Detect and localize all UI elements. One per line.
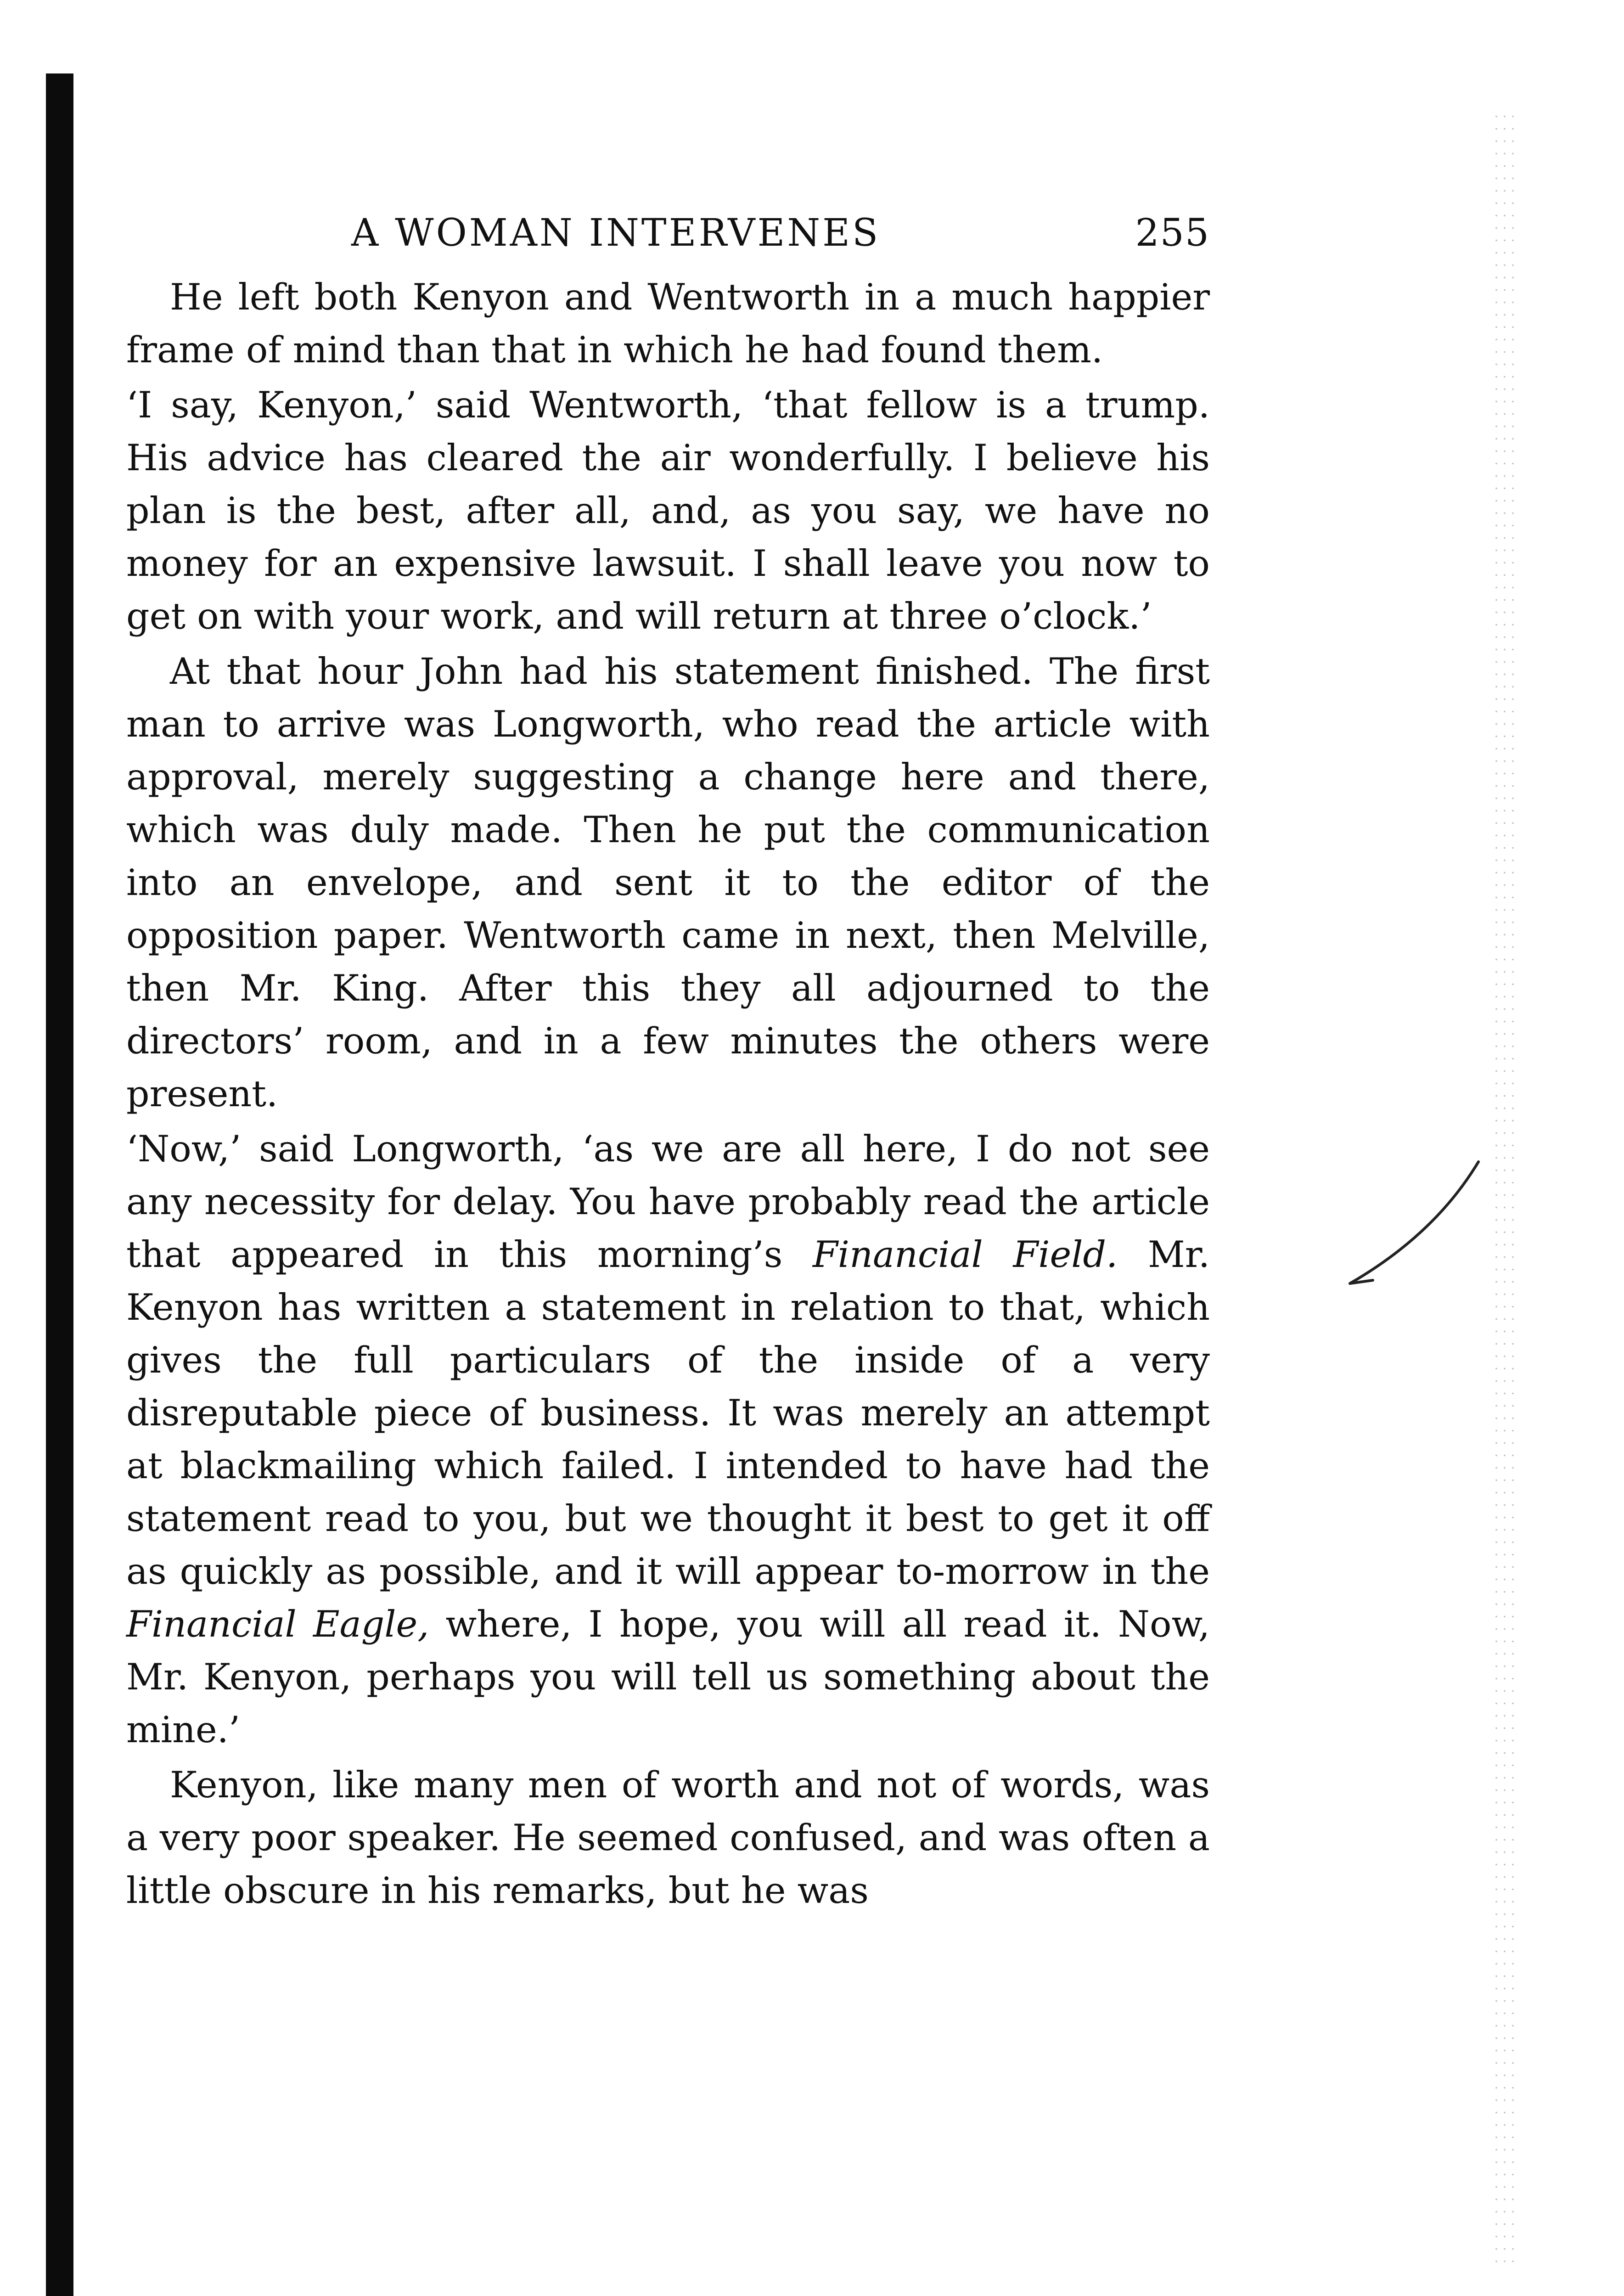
pencil-mark (1341, 1157, 1497, 1295)
running-header (126, 202, 1210, 271)
paragraph-4-part-3: where, I hope, you will all read it. Now, Mr. Kenyon, perhaps you will tell us something about the mine.’ (126, 1603, 1210, 1751)
paragraph-4-part-1: ‘Now,’ said Longworth, ‘as we are all here, I do not see any necessity for delay. You have probably read the article that appeared in this morning’s (126, 1128, 1210, 1276)
paragraph-5: Kenyon, like many men of worth and not of words, was a very poor speaker. He seemed confused, and was often a little obscure in his remarks, but he was (126, 1764, 1210, 1912)
paragraph-2: ‘I say, Kenyon,’ said Wentworth, ‘that fellow is a trump. His advice has cleared the air wonderfully. I believe his plan is the best, after all, and, as you say, we have no money for an expensive lawsuit. I shall leave you now to get on with your work, and will return at three o’clock.’ (126, 384, 1210, 637)
paragraph-1: He left both Kenyon and Wentworth in a much happier frame of mind than that in which he had found them. (126, 276, 1210, 371)
page-number: 255 (1135, 211, 1210, 255)
paragraph-4-italic-2: Financial Eagle, (126, 1603, 429, 1645)
book-page (126, 202, 1210, 1917)
paragraph-3: At that hour John had his statement finished. The first man to arrive was Longworth, who read the article with approval, merely suggesting a change here and there, which was duly made. Then he put the communication into an envelope, and sent it to the editor of the opposition paper. Wentworth came in next, then Melville, then Mr. King. After this they all adjourned to the directors’ room, and in a few minutes the others were present. (126, 650, 1210, 1115)
paragraph-4-part-2: Mr. Kenyon has written a statement in relation to that, which gives the full particulars of the inside of a very disreputable piece of business. It was merely an attempt at blackmailing which failed. I intended to have had the statement read to you, but we thought it best to get it off as quickly as possible, and it will appear to-morrow in the (126, 1233, 1210, 1593)
paragraph-4 (126, 1123, 1210, 1756)
book-binding-edge (46, 73, 73, 2296)
body-text (126, 271, 1210, 1917)
paragraph-4-italic-1: Financial Field. (812, 1233, 1118, 1276)
running-title: A WOMAN INTERVENES (351, 211, 881, 255)
